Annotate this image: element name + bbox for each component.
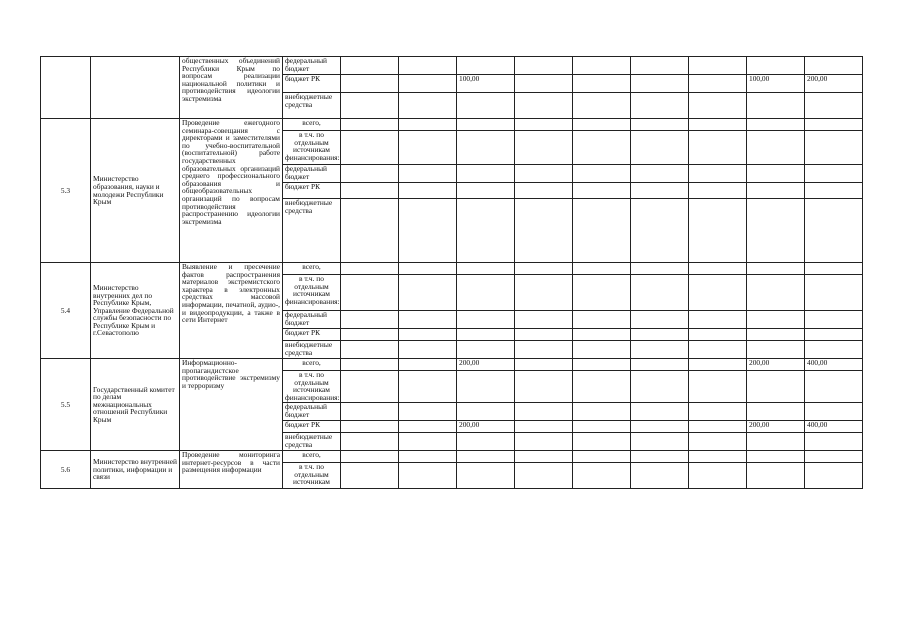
amount-cell xyxy=(457,183,515,199)
amount-cell: 200,00 xyxy=(805,75,863,93)
amount-cell xyxy=(341,199,399,263)
amount-cell xyxy=(747,263,805,275)
funding-source: федеральный бюджет xyxy=(283,57,341,75)
measure-description: Выявление и пресечение фактов распространения материалов экстремистского характера в электронных средствах массовой информации, печатной, аудио-, и видеопродукции, а также в сети Интернет xyxy=(180,263,283,359)
item-number: 5.6 xyxy=(41,451,91,489)
amount-cell xyxy=(689,183,747,199)
funding-source: бюджет РК xyxy=(283,75,341,93)
amount-cell xyxy=(805,199,863,263)
amount-cell xyxy=(399,183,457,199)
amount-cell: 200,00 xyxy=(457,421,515,433)
measure-description: Проведение мониторинга интернет-ресурсов в части размещения информации xyxy=(180,451,283,489)
amount-cell xyxy=(573,75,631,93)
amount-cell xyxy=(805,433,863,451)
amount-cell xyxy=(747,451,805,463)
amount-cell xyxy=(573,263,631,275)
amount-cell xyxy=(515,463,573,489)
executor-cell: Государственный комитет по делам межнациональных отношений Республики Крым xyxy=(91,359,180,451)
amount-cell xyxy=(515,451,573,463)
amount-cell xyxy=(515,57,573,75)
amount-cell xyxy=(457,463,515,489)
amount-cell xyxy=(747,341,805,359)
amount-cell xyxy=(689,311,747,329)
amount-cell xyxy=(341,311,399,329)
amount-cell xyxy=(805,93,863,119)
funding-source: федеральный бюджет xyxy=(283,165,341,183)
amount-cell xyxy=(805,451,863,463)
amount-cell xyxy=(631,341,689,359)
amount-cell xyxy=(573,119,631,131)
amount-cell xyxy=(631,275,689,311)
funding-source: в т.ч. по отдельным источникам xyxy=(283,463,341,489)
amount-cell xyxy=(573,433,631,451)
amount-cell xyxy=(457,451,515,463)
amount-cell xyxy=(805,311,863,329)
amount-cell xyxy=(515,131,573,165)
amount-cell xyxy=(341,183,399,199)
amount-cell xyxy=(341,165,399,183)
amount-cell xyxy=(515,421,573,433)
amount-cell xyxy=(457,93,515,119)
amount-cell xyxy=(515,311,573,329)
amount-cell xyxy=(689,165,747,183)
amount-cell xyxy=(689,199,747,263)
amount-cell xyxy=(689,329,747,341)
amount-cell xyxy=(631,93,689,119)
amount-cell xyxy=(631,263,689,275)
amount-cell xyxy=(689,421,747,433)
funding-source: всего, xyxy=(283,451,341,463)
amount-cell xyxy=(399,57,457,75)
amount-cell xyxy=(515,371,573,403)
amount-cell xyxy=(457,311,515,329)
amount-cell xyxy=(341,263,399,275)
measure-description: общественных объединений Республики Крым по вопросам реализации национальной политики и противодействия идеологии экстремизма xyxy=(180,57,283,119)
amount-cell xyxy=(341,329,399,341)
amount-cell xyxy=(805,57,863,75)
amount-cell xyxy=(573,57,631,75)
amount-cell xyxy=(805,165,863,183)
executor-cell xyxy=(91,57,180,119)
amount-cell xyxy=(341,371,399,403)
amount-cell xyxy=(689,75,747,93)
amount-cell xyxy=(805,119,863,131)
table-row xyxy=(41,263,863,275)
amount-cell xyxy=(457,341,515,359)
amount-cell xyxy=(747,93,805,119)
amount-cell xyxy=(689,131,747,165)
amount-cell xyxy=(573,359,631,371)
amount-cell xyxy=(399,165,457,183)
amount-cell xyxy=(689,359,747,371)
table-row xyxy=(41,57,863,75)
amount-cell xyxy=(805,341,863,359)
funding-source: бюджет РК xyxy=(283,421,341,433)
amount-cell xyxy=(515,433,573,451)
amount-cell xyxy=(747,199,805,263)
amount-cell xyxy=(631,199,689,263)
amount-cell xyxy=(515,263,573,275)
amount-cell xyxy=(399,275,457,311)
amount-cell xyxy=(747,131,805,165)
amount-cell xyxy=(515,165,573,183)
amount-cell xyxy=(573,93,631,119)
amount-cell xyxy=(399,433,457,451)
amount-cell: 200,00 xyxy=(457,359,515,371)
funding-source: всего, xyxy=(283,263,341,275)
funding-source: всего, xyxy=(283,359,341,371)
funding-source: федеральный бюджет xyxy=(283,403,341,421)
amount-cell xyxy=(457,263,515,275)
amount-cell xyxy=(573,329,631,341)
amount-cell xyxy=(747,329,805,341)
measure-description: Проведение ежегодного семинара-совещания с директорами и заместителями по учебно-воспитательной (воспитательной) работе государственных образовательных организаций среднего профессионального образования и общеобразовательных организаций по вопросам противодействия распространению идеологии экстремизма xyxy=(180,119,283,263)
amount-cell xyxy=(515,75,573,93)
amount-cell xyxy=(399,311,457,329)
amount-cell xyxy=(457,165,515,183)
amount-cell xyxy=(747,371,805,403)
amount-cell xyxy=(573,131,631,165)
item-number: 5.5 xyxy=(41,359,91,451)
amount-cell xyxy=(631,403,689,421)
amount-cell xyxy=(573,311,631,329)
amount-cell xyxy=(515,93,573,119)
executor-cell: Министерство внутренней политики, информации и связи xyxy=(91,451,180,489)
amount-cell xyxy=(689,371,747,403)
amount-cell xyxy=(689,451,747,463)
amount-cell xyxy=(689,57,747,75)
table-body xyxy=(41,57,863,489)
amount-cell xyxy=(747,165,805,183)
item-number xyxy=(41,57,91,119)
item-number: 5.3 xyxy=(41,119,91,263)
amount-cell xyxy=(399,93,457,119)
amount-cell xyxy=(341,275,399,311)
amount-cell xyxy=(805,371,863,403)
funding-source: в т.ч. по отдельным источникам финансирования: xyxy=(283,371,341,403)
funding-source: внебюджетные средства xyxy=(283,341,341,359)
amount-cell xyxy=(457,131,515,165)
funding-source: в т.ч. по отдельным источникам финансирования: xyxy=(283,131,341,165)
amount-cell xyxy=(341,403,399,421)
amount-cell xyxy=(341,57,399,75)
amount-cell xyxy=(515,119,573,131)
amount-cell xyxy=(805,329,863,341)
amount-cell xyxy=(341,341,399,359)
amount-cell xyxy=(631,463,689,489)
amount-cell xyxy=(747,433,805,451)
amount-cell xyxy=(399,75,457,93)
amount-cell xyxy=(457,57,515,75)
amount-cell: 200,00 xyxy=(747,359,805,371)
amount-cell xyxy=(457,403,515,421)
amount-cell xyxy=(631,165,689,183)
funding-source: внебюджетные средства xyxy=(283,93,341,119)
executor-cell: Министерство внутренних дел по Республике Крым, Управление Федеральной службы безопасности по Республике Крым и г.Севастополю xyxy=(91,263,180,359)
amount-cell xyxy=(399,359,457,371)
amount-cell xyxy=(515,199,573,263)
amount-cell xyxy=(457,329,515,341)
amount-cell xyxy=(631,371,689,403)
amount-cell xyxy=(515,359,573,371)
amount-cell xyxy=(399,421,457,433)
amount-cell xyxy=(631,75,689,93)
amount-cell xyxy=(747,275,805,311)
amount-cell xyxy=(689,275,747,311)
funding-source: всего, xyxy=(283,119,341,131)
amount-cell xyxy=(399,451,457,463)
amount-cell xyxy=(573,341,631,359)
amount-cell xyxy=(631,183,689,199)
amount-cell xyxy=(457,433,515,451)
amount-cell xyxy=(747,311,805,329)
amount-cell xyxy=(805,183,863,199)
amount-cell xyxy=(689,433,747,451)
table-row xyxy=(41,451,863,463)
amount-cell xyxy=(689,119,747,131)
amount-cell xyxy=(399,131,457,165)
amount-cell xyxy=(341,119,399,131)
amount-cell: 100,00 xyxy=(747,75,805,93)
amount-cell: 400,00 xyxy=(805,359,863,371)
amount-cell xyxy=(573,183,631,199)
amount-cell xyxy=(399,329,457,341)
amount-cell xyxy=(689,263,747,275)
amount-cell xyxy=(805,131,863,165)
amount-cell xyxy=(341,421,399,433)
amount-cell xyxy=(631,359,689,371)
amount-cell xyxy=(747,403,805,421)
amount-cell xyxy=(399,371,457,403)
amount-cell xyxy=(399,403,457,421)
amount-cell xyxy=(573,165,631,183)
amount-cell xyxy=(341,75,399,93)
amount-cell: 200,00 xyxy=(747,421,805,433)
amount-cell xyxy=(573,275,631,311)
item-number: 5.4 xyxy=(41,263,91,359)
amount-cell xyxy=(457,371,515,403)
amount-cell xyxy=(515,341,573,359)
budget-table-sheet xyxy=(40,56,862,489)
amount-cell xyxy=(399,341,457,359)
amount-cell xyxy=(515,275,573,311)
funding-source: внебюджетные средства xyxy=(283,199,341,263)
amount-cell: 400,00 xyxy=(805,421,863,433)
table-row xyxy=(41,119,863,131)
amount-cell: 100,00 xyxy=(457,75,515,93)
measure-description: Информационно-пропагандистское противодействие экстремизму и терроризму xyxy=(180,359,283,451)
amount-cell xyxy=(747,57,805,75)
amount-cell xyxy=(631,311,689,329)
amount-cell xyxy=(341,359,399,371)
amount-cell xyxy=(631,451,689,463)
amount-cell xyxy=(805,263,863,275)
amount-cell xyxy=(573,451,631,463)
amount-cell xyxy=(399,119,457,131)
amount-cell xyxy=(341,433,399,451)
amount-cell xyxy=(747,119,805,131)
amount-cell xyxy=(573,403,631,421)
amount-cell xyxy=(805,403,863,421)
amount-cell xyxy=(399,463,457,489)
amount-cell xyxy=(573,421,631,433)
amount-cell xyxy=(457,119,515,131)
amount-cell xyxy=(341,451,399,463)
amount-cell xyxy=(631,131,689,165)
budget-table xyxy=(40,56,863,489)
amount-cell xyxy=(747,183,805,199)
amount-cell xyxy=(631,119,689,131)
executor-cell: Министерство образования, науки и молодежи Республики Крым xyxy=(91,119,180,263)
amount-cell xyxy=(515,329,573,341)
amount-cell xyxy=(631,421,689,433)
amount-cell xyxy=(573,199,631,263)
funding-source: внебюджетные средства xyxy=(283,433,341,451)
amount-cell xyxy=(457,199,515,263)
amount-cell xyxy=(689,93,747,119)
amount-cell xyxy=(399,199,457,263)
amount-cell xyxy=(689,463,747,489)
amount-cell xyxy=(805,463,863,489)
amount-cell xyxy=(631,57,689,75)
amount-cell xyxy=(399,263,457,275)
funding-source: федеральный бюджет xyxy=(283,311,341,329)
amount-cell xyxy=(805,275,863,311)
amount-cell xyxy=(631,433,689,451)
amount-cell xyxy=(515,183,573,199)
amount-cell xyxy=(341,93,399,119)
funding-source: бюджет РК xyxy=(283,183,341,199)
funding-source: бюджет РК xyxy=(283,329,341,341)
amount-cell xyxy=(341,131,399,165)
amount-cell xyxy=(689,403,747,421)
amount-cell xyxy=(341,463,399,489)
table-row xyxy=(41,359,863,371)
amount-cell xyxy=(515,403,573,421)
amount-cell xyxy=(747,463,805,489)
amount-cell xyxy=(457,275,515,311)
funding-source: в т.ч. по отдельным источникам финансирования: xyxy=(283,275,341,311)
amount-cell xyxy=(631,329,689,341)
amount-cell xyxy=(573,463,631,489)
amount-cell xyxy=(689,341,747,359)
amount-cell xyxy=(573,371,631,403)
